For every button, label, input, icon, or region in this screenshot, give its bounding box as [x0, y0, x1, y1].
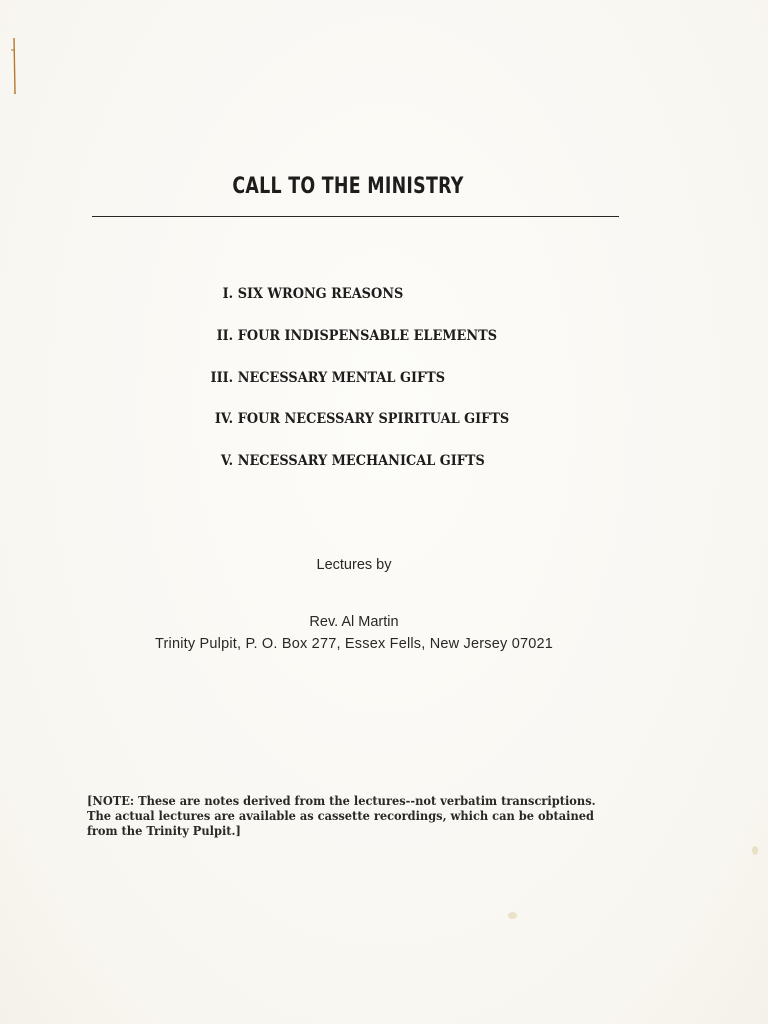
author-name: Rev. Al Martin — [309, 614, 399, 630]
outline-item — [200, 411, 509, 433]
paper-stain — [508, 912, 517, 919]
outline-text: SIX WRONG REASONS — [237, 286, 404, 302]
outline-numeral: II. — [216, 328, 234, 344]
outline-numeral: III. — [210, 370, 234, 386]
transcription-note: [NOTE: These are notes derived from the lectures--not verbatim transcriptions. The actual lectures are available as cassette recordings, which can be obtained from the Trinity Pulpit.] — [87, 794, 596, 838]
outline-numeral: V. — [220, 453, 234, 469]
author-address: Trinity Pulpit, P. O. Box 277, Essex Fells, New Jersey 07021 — [154, 636, 554, 652]
outline-text: NECESSARY MENTAL GIFTS — [237, 370, 446, 386]
outline-item — [200, 328, 497, 350]
outline-text: NECESSARY MECHANICAL GIFTS — [237, 453, 485, 469]
outline-numeral: I. — [222, 286, 234, 302]
margin-pencil-mark — [10, 34, 20, 96]
lectures-byline: Lectures by — [316, 557, 392, 573]
outline-item — [200, 286, 403, 308]
outline-item — [200, 370, 445, 392]
outline-numeral: IV. — [214, 411, 234, 427]
outline-text: FOUR NECESSARY SPIRITUAL GIFTS — [237, 411, 510, 427]
outline-text: FOUR INDISPENSABLE ELEMENTS — [237, 328, 498, 344]
title-underline — [92, 216, 619, 217]
document-title: CALL TO THE MINISTRY — [232, 174, 464, 199]
outline-item — [200, 453, 485, 475]
paper-stain — [752, 846, 758, 855]
